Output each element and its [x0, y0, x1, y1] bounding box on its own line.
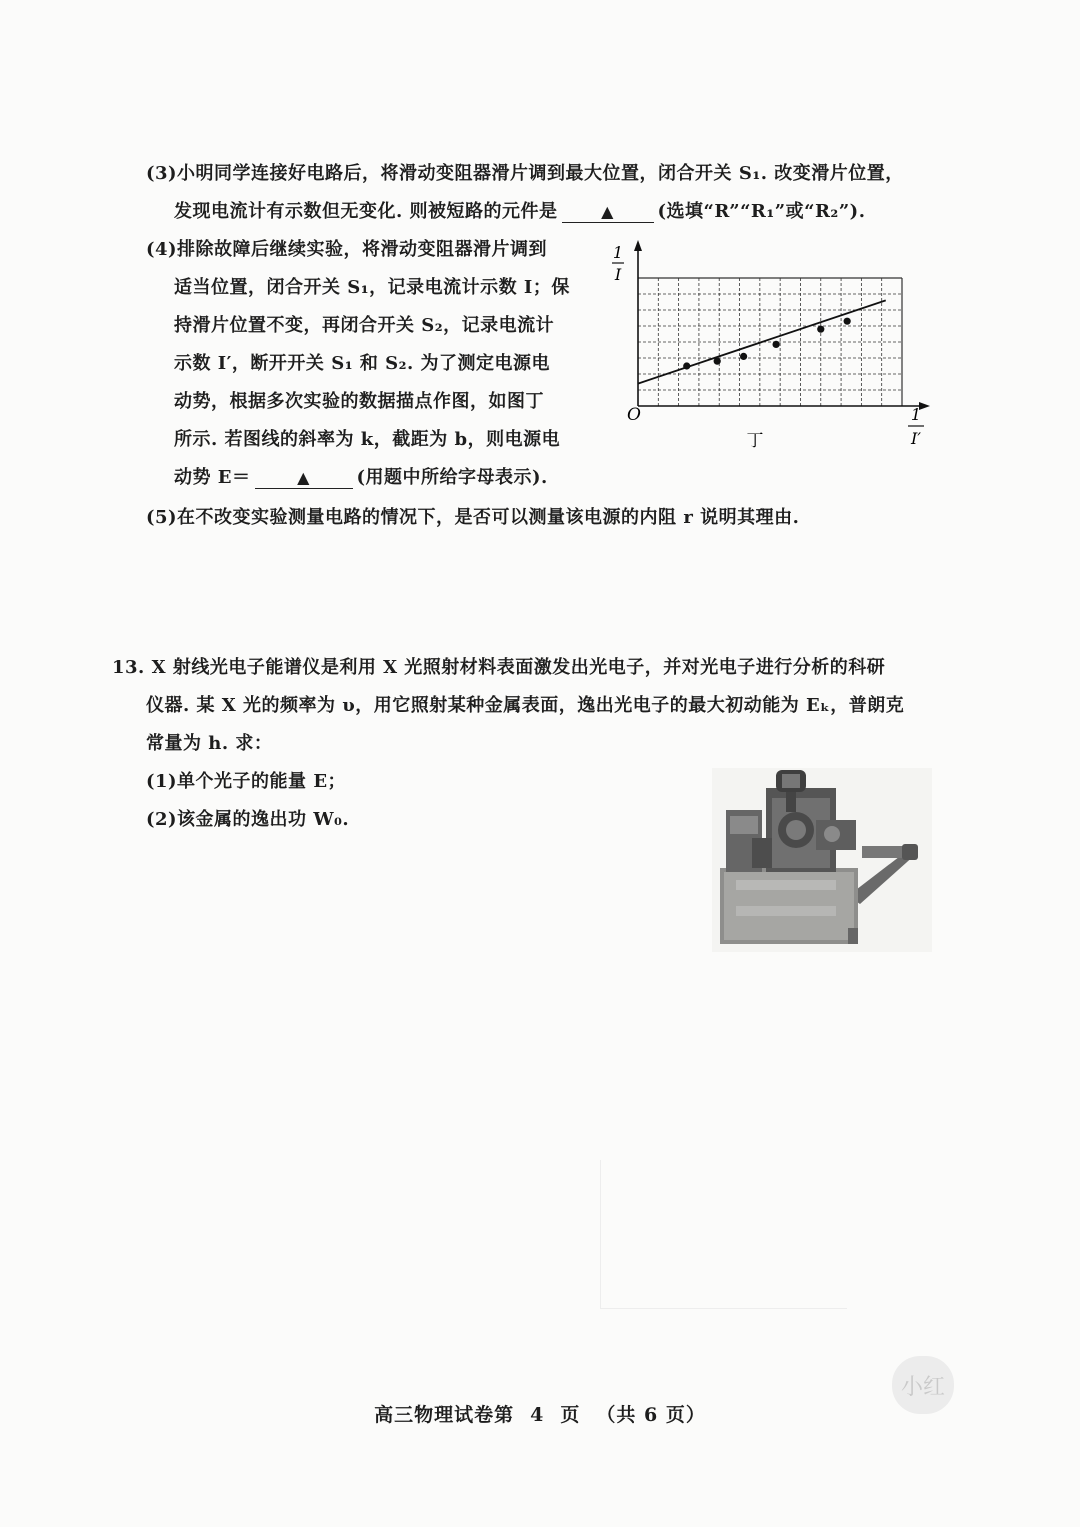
page-number: 4 — [530, 1404, 545, 1426]
triangle-icon: ▲ — [297, 468, 310, 487]
q12-part3-line1: (3)小明同学连接好电路后，将滑动变阻器滑片调到最大位置，闭合开关 S₁. 改变滑片位置， — [146, 163, 904, 184]
data-point — [683, 362, 690, 369]
origin-label: O — [627, 405, 641, 425]
q12-part4-last-line — [174, 466, 548, 490]
figure-caption: 丁 — [746, 431, 764, 451]
q13-line3: 常量为 h. 求： — [146, 733, 273, 754]
q13-subq1: (1)单个光子的能量 E； — [146, 771, 347, 792]
figure-ding-graph — [600, 238, 940, 460]
data-point — [740, 353, 747, 360]
emf-hint: (用题中所给字母表示). — [356, 467, 548, 488]
data-point — [844, 318, 851, 325]
q13-subq2: (2)该金属的逸出功 W₀. — [146, 809, 350, 830]
data-point — [817, 326, 824, 333]
faint-box — [600, 1160, 847, 1309]
x-label-numerator: 1 — [910, 405, 922, 424]
emf-label: 动势 E＝ — [174, 467, 251, 488]
watermark-badge — [892, 1356, 954, 1414]
q12-part4-line: (4)排除故障后继续实验，将滑动变阻器滑片调到 — [146, 239, 548, 260]
data-points — [683, 318, 851, 370]
y-label-denominator: I — [614, 265, 622, 284]
q12-part3-text: 发现电流计有示数但无变化. 则被短路的元件是 — [174, 201, 558, 222]
q12-part4-line: 示数 I′，断开开关 S₁ 和 S₂. 为了测定电源电 — [174, 353, 551, 374]
y-axis-arrow-icon — [634, 240, 642, 251]
q12-part4-line: 所示. 若图线的斜率为 k，截距为 b，则电源电 — [174, 429, 561, 450]
watermark-text: 小红 — [900, 1374, 945, 1400]
triangle-icon: ▲ — [601, 202, 614, 221]
answer-blank-4[interactable] — [255, 468, 353, 489]
q12-part3-line2 — [174, 200, 865, 224]
y-label-numerator: 1 — [612, 243, 624, 262]
answer-blank-3[interactable] — [562, 202, 654, 223]
q12-part5-line: (5)在不改变实验测量电路的情况下，是否可以测量该电源的内阻 r 说明其理由. — [146, 507, 800, 528]
x-label-denominator: I′ — [911, 429, 921, 448]
footer-prefix: 高三物理试卷第 — [374, 1404, 515, 1426]
data-point — [772, 341, 779, 348]
graph-grid — [638, 278, 902, 406]
q12-part4-line: 持滑片位置不变，再闭合开关 S₂，记录电流计 — [174, 315, 555, 336]
footer-total: （共 6 页） — [596, 1404, 706, 1426]
xps-instrument-photo — [712, 768, 932, 952]
q12-part4-line: 适当位置，闭合开关 S₁，记录电流计示数 I；保 — [174, 277, 570, 298]
q12-part4-line: 动势，根据多次实验的数据描点作图，如图丁 — [174, 391, 544, 412]
footer-page: 页 — [560, 1404, 581, 1426]
data-point — [714, 358, 721, 365]
q13-line2: 仪器. 某 X 光的频率为 υ，用它照射某种金属表面，逸出光电子的最大初动能为 Eₖ，普朗克 — [146, 695, 905, 716]
q13-line1: 13. X 射线光电子能谱仪是利用 X 光照射材料表面激发出光电子，并对光电子进行分析的科研 — [112, 657, 886, 678]
q12-part3-options: (选填“R”“R₁”或“R₂”). — [657, 201, 866, 222]
